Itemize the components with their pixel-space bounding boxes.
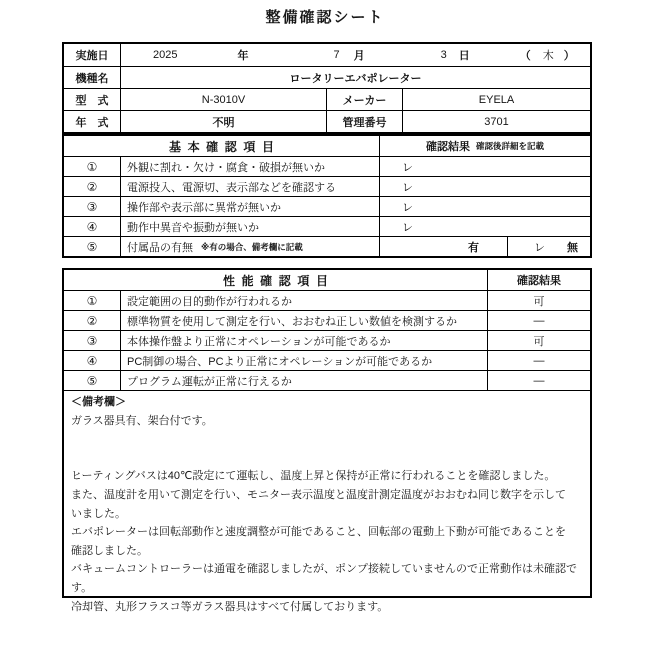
performance-row-1 bbox=[64, 290, 590, 310]
remark-line: エバポレーターは回転部動作と速度調整が可能であること、回転部の電動上下動が可能であることを bbox=[71, 526, 566, 539]
remark-line: また、温度計を用いて測定を行い、モニター表示温度と温度計測定温度がおおむね同じ数字を示して bbox=[71, 488, 566, 501]
basic-header-row bbox=[64, 136, 590, 156]
performance-header-row bbox=[64, 270, 590, 290]
performance-row-5 bbox=[64, 370, 590, 390]
remarks-box bbox=[64, 390, 590, 613]
page-title: 整備確認シート bbox=[265, 9, 385, 26]
weekday-paren-open: （ bbox=[519, 50, 531, 62]
info-row-model-name bbox=[64, 66, 590, 88]
result-value: 可 bbox=[487, 331, 590, 350]
performance-result-header: 確認結果 bbox=[487, 270, 590, 290]
check-item: プログラム運転が正常に行えるか bbox=[120, 371, 487, 390]
result-value: 可 bbox=[487, 291, 590, 310]
info-row-year bbox=[64, 110, 590, 132]
date-label: 実施日 bbox=[75, 50, 109, 62]
maker-value: EYELA bbox=[402, 89, 590, 110]
basic-table-title: 基本確認項目 bbox=[168, 139, 281, 154]
performance-check-table bbox=[62, 268, 592, 613]
basic-result-header bbox=[379, 136, 590, 156]
check-item: 設定範囲の目的動作が行われるか bbox=[120, 291, 487, 310]
performance-row-3 bbox=[64, 330, 590, 350]
maker-label: メーカー bbox=[326, 89, 402, 110]
check-item: 操作部や表示部に異常が無いか bbox=[120, 197, 379, 216]
model-value: N-3010V bbox=[120, 89, 326, 110]
check-item: 電源投入、電源切、表示部などを確認する bbox=[120, 177, 379, 196]
result-checkmark: レ bbox=[379, 177, 590, 196]
remark-line: いました。 bbox=[71, 507, 126, 520]
date-month: 7 bbox=[333, 49, 340, 61]
row-number: ① bbox=[86, 293, 98, 308]
info-row-model bbox=[64, 88, 590, 110]
check-item-accessories bbox=[120, 237, 379, 256]
basic-check-table bbox=[62, 134, 592, 258]
remark-line: バキュームコントローラーは通電を確認しましたが、ポンプ接続していませんので正常動作は未確認です。 bbox=[71, 563, 577, 594]
check-item: 付属品の有無 bbox=[127, 241, 193, 254]
performance-row-4 bbox=[64, 350, 590, 370]
basic-row-2 bbox=[64, 176, 590, 196]
accessories-yes-cell bbox=[379, 237, 507, 256]
remark-line bbox=[71, 449, 583, 468]
accessories-no-cell bbox=[507, 237, 590, 256]
control-no-value: 3701 bbox=[402, 111, 590, 132]
date-day: 3 bbox=[440, 49, 447, 61]
info-table bbox=[62, 42, 592, 134]
result-value: ― bbox=[487, 311, 590, 330]
basic-row-5 bbox=[64, 236, 590, 256]
remark-line: ヒーティングバスは40℃設定にて運転し、温度上昇と保持が正常に行われることを確認しました。 bbox=[71, 470, 556, 483]
basic-row-4 bbox=[64, 216, 590, 236]
date-day-unit: 日 bbox=[458, 50, 470, 62]
yes-label: 有 bbox=[468, 241, 479, 254]
basic-row-1 bbox=[64, 156, 590, 176]
check-item-note: ※有の場合、備考欄に記載 bbox=[201, 241, 303, 252]
row-number: ④ bbox=[86, 219, 98, 234]
model-name-value: ロータリーエバポレーター bbox=[120, 67, 590, 88]
year-label: 年 式 bbox=[75, 116, 109, 129]
row-number: ② bbox=[86, 179, 98, 194]
result-checkmark: レ bbox=[379, 217, 590, 236]
date-month-unit: 月 bbox=[353, 50, 365, 62]
model-label: 型 式 bbox=[75, 94, 109, 107]
model-name-label: 機種名 bbox=[75, 72, 109, 85]
date-weekday: 木 bbox=[542, 50, 554, 62]
control-no-label: 管理番号 bbox=[326, 111, 402, 132]
result-value: ― bbox=[487, 371, 590, 390]
info-row-date bbox=[64, 44, 590, 66]
row-number: ② bbox=[86, 313, 98, 328]
weekday-paren-close: ） bbox=[563, 50, 575, 62]
remark-line: 冷却管、丸形フラスコ等ガラス器具はすべて付属しております。 bbox=[71, 600, 389, 613]
remark-line: ガラス器具有、架台付です。 bbox=[71, 414, 213, 427]
check-item: 標準物質を使用して測定を行い、おおむね正しい数値を検測するか bbox=[120, 311, 487, 330]
result-value: ― bbox=[487, 351, 590, 370]
remark-line bbox=[71, 430, 583, 449]
check-item: 本体操作盤より正常にオペレーションが可能であるか bbox=[120, 331, 487, 350]
result-checkmark: レ bbox=[534, 241, 545, 254]
row-number: ① bbox=[86, 159, 98, 174]
row-number: ⑤ bbox=[86, 239, 98, 254]
date-year-unit: 年 bbox=[237, 50, 249, 62]
check-item: 動作中異音や振動が無いか bbox=[120, 217, 379, 236]
date-year: 2025 bbox=[153, 49, 178, 61]
row-number: ③ bbox=[86, 199, 98, 214]
result-header-note: 確認後詳細を記載 bbox=[475, 141, 544, 151]
performance-row-2 bbox=[64, 310, 590, 330]
result-checkmark: レ bbox=[379, 197, 590, 216]
date-value-cell bbox=[120, 44, 590, 66]
remarks-heading: ＜備考欄＞ bbox=[71, 396, 126, 408]
performance-table-title: 性能確認項目 bbox=[222, 273, 335, 288]
check-item: 外観に割れ・欠け・腐食・破損が無いか bbox=[120, 157, 379, 176]
year-value: 不明 bbox=[120, 111, 326, 132]
result-header-label: 確認結果 bbox=[425, 141, 470, 153]
row-number: ④ bbox=[86, 353, 98, 368]
no-label: 無 bbox=[567, 241, 578, 254]
row-number: ③ bbox=[86, 333, 98, 348]
remark-line: 確認しました。 bbox=[71, 544, 148, 557]
basic-row-3 bbox=[64, 196, 590, 216]
row-number: ⑤ bbox=[86, 373, 98, 388]
check-item: PC制御の場合、PCより正常にオペレーションが可能であるか bbox=[120, 351, 487, 370]
result-checkmark: レ bbox=[379, 157, 590, 176]
